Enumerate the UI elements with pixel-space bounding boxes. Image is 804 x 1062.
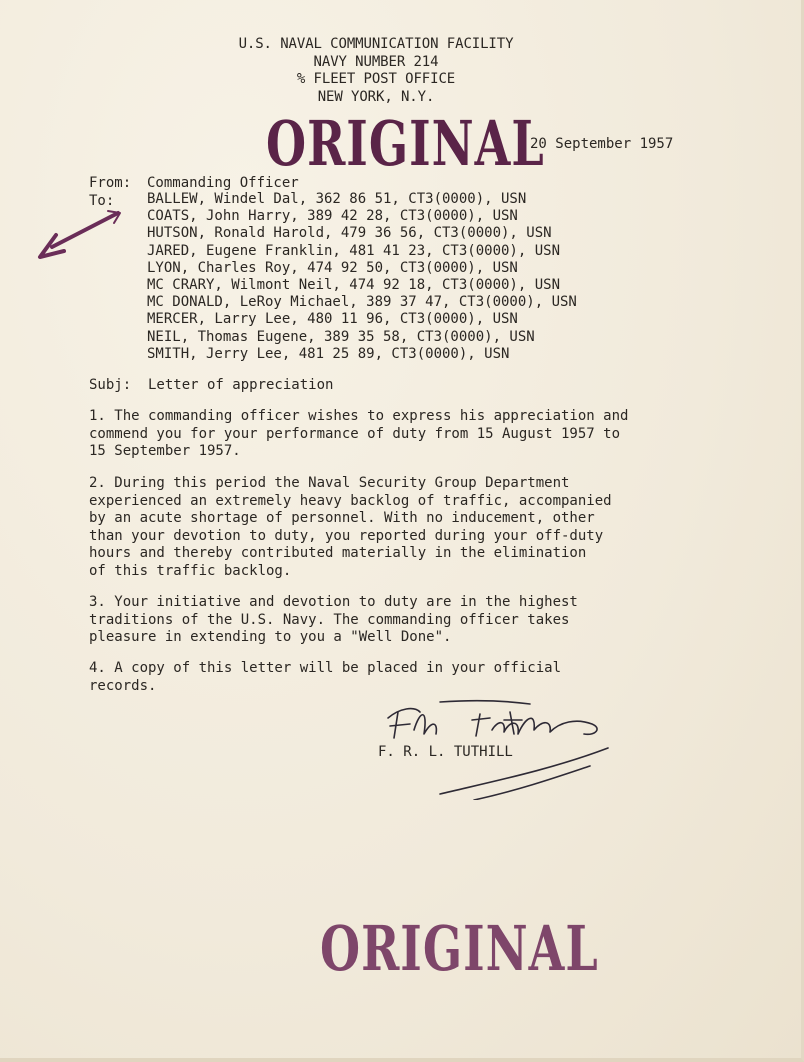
paragraph-line: of this traffic backlog. [89, 562, 292, 579]
recipient-list [147, 191, 577, 363]
recipient-item: MC DONALD, LeRoy Michael, 389 37 47, CT3(0000), USN [147, 294, 577, 311]
paragraph-line: by an acute shortage of personnel. With no inducement, other [89, 510, 595, 526]
signer-name: F. R. L. TUTHILL [378, 744, 513, 760]
recipient-item: BALLEW, Windel Dal, 362 86 51, CT3(0000), USN [147, 191, 527, 207]
original-stamp-top: ORIGINAL [266, 107, 545, 180]
letter-date: 20 September 1957 [530, 136, 674, 152]
recipient-item: MC CRARY, Wilmont Neil, 474 92 18, CT3(0000), USN [147, 277, 561, 294]
paragraph-line: 15 September 1957. [89, 443, 241, 459]
recipient-item: LYON, Charles Roy, 474 92 50, CT3(0000), USN [147, 259, 518, 276]
paragraph-line: hours and thereby contributed materially in the elimination [89, 545, 587, 561]
paragraph-line: records. [89, 677, 157, 694]
subject-value: Letter of appreciation [148, 377, 334, 393]
paragraph-line: traditions of the U.S. Navy. The commanding officer takes [89, 611, 570, 628]
letterhead-line-2: NAVY NUMBER 214 [313, 53, 439, 70]
paragraph-line: than your devotion to duty, you reported during your off-duty [89, 527, 604, 544]
letterhead-line-1: U.S. NAVAL COMMUNICATION FACILITY [238, 36, 514, 52]
hand-drawn-arrow-icon [34, 205, 124, 265]
paragraph-2 [89, 475, 612, 580]
recipient-item: SMITH, Jerry Lee, 481 25 89, CT3(0000), USN [147, 345, 510, 362]
recipient-item: JARED, Eugene Franklin, 481 41 23, CT3(0000), USN [147, 242, 561, 259]
paragraph-1 [89, 408, 628, 461]
paragraph-line: 2. During this period the Naval Security Group Department [89, 475, 570, 491]
from-label: From: [89, 175, 132, 191]
paragraph-line: commend you for your performance of duty from 15 August 1957 to [89, 425, 621, 442]
recipient-item: HUTSON, Ronald Harold, 479 36 56, CT3(0000), USN [147, 225, 552, 242]
paragraph-line: 3. Your initiative and devotion to duty are in the highest [89, 594, 578, 610]
paragraph-line: pleasure in extending to you a "Well Done". [89, 629, 452, 645]
paragraph-line: experienced an extremely heavy backlog of traffic, accompanied [89, 492, 612, 509]
subject-label: Subj: [89, 377, 132, 393]
letterhead [196, 36, 556, 106]
from-value: Commanding Officer [147, 175, 299, 191]
paragraph-3 [89, 594, 578, 647]
letterhead-line-3: % FLEET POST OFFICE [296, 71, 456, 87]
recipient-item: MERCER, Larry Lee, 480 11 96, CT3(0000), USN [147, 311, 518, 328]
recipient-item: COATS, John Harry, 389 42 28, CT3(0000), USN [147, 208, 518, 225]
original-stamp-bottom: ORIGINAL [320, 912, 599, 985]
letterhead-line-4: NEW YORK, N.Y. [317, 88, 435, 105]
paragraph-line: 1. The commanding officer wishes to express his appreciation and [89, 408, 629, 424]
recipient-item: NEIL, Thomas Eugene, 389 35 58, CT3(0000), USN [147, 328, 535, 345]
to-label: To: [89, 193, 115, 209]
paragraph-line: 4. A copy of this letter will be placed in your official [89, 660, 562, 676]
